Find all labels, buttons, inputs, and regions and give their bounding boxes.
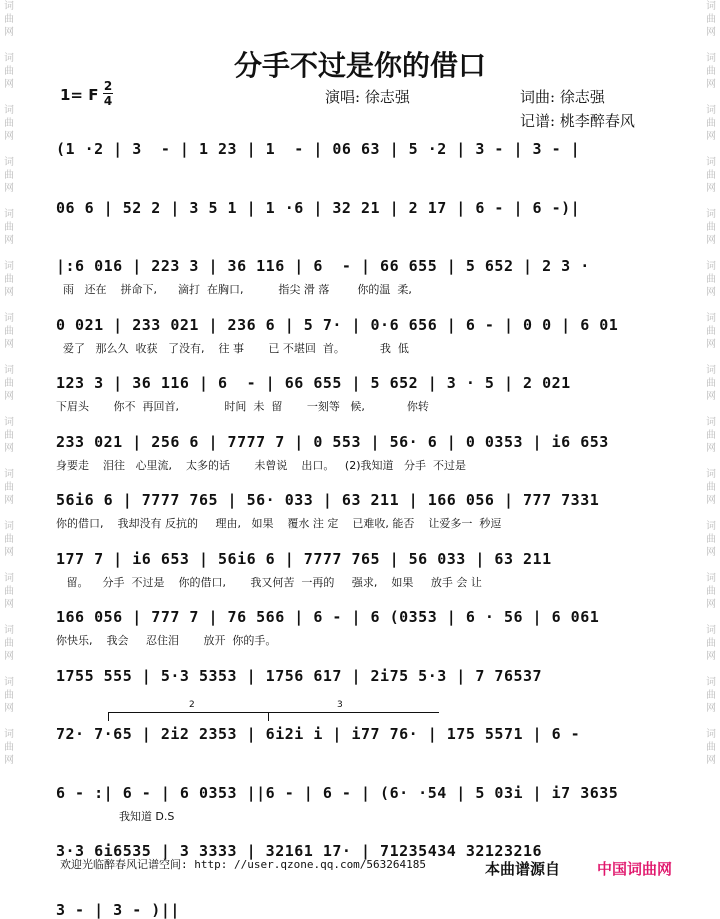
source-label: 本曲谱源自 xyxy=(485,860,561,878)
notation-line: 1755 555 | 5·3 5353 | 1756 617 | 2i75 5·3 | 7 76537 xyxy=(56,666,543,685)
time-signature xyxy=(103,80,113,107)
key-signature: 1= F xyxy=(60,86,99,104)
time-top: 2 xyxy=(103,79,113,93)
notation-line: 6 - :| 6 - | 6 0353 ||6 - | 6 - | (6· ·54 | 5 03i | i7 3635 xyxy=(56,783,619,802)
watermark-right: 词 曲 网 词 曲 网 词 曲 网 词 曲 网 词 曲 网 词 曲 网 词 曲 网 词 曲 网 词 曲 网 词 曲 网 词 曲 网 词 曲 网 词 曲 网 词 曲 网 词 曲 网 xyxy=(706,1,716,766)
lyric-line: 雨 还在 拼命下, 滴打 在胸口, 指尖 滑 落 你的温 柔, xyxy=(56,283,412,296)
notation-line: |:6 016 | 223 3 | 36 116 | 6 - | 66 655 | 5 652 | 2 3 · xyxy=(56,257,590,275)
lyric-line: 我知道 D.S xyxy=(56,809,175,823)
notation-line: 3 - | 3 - )|| xyxy=(56,900,180,919)
lyric-line: 下眉头 你不 再回首, 时间 未 留 一刻等 候, 你转 xyxy=(56,400,429,413)
notation-line: 56i6 6 | 7777 765 | 56· 033 | 63 211 | 166 056 | 777 7331 xyxy=(56,491,600,509)
notation-line: 123 3 | 36 116 | 6 - | 66 655 | 5 652 | 3 · 5 | 2 021 xyxy=(56,374,571,392)
notation-line: 233 021 | 256 6 | 7777 7 | 0 553 | 56· 6 | 0 0353 | i6 653 xyxy=(56,432,609,451)
song-title: 分手不过是你的借口 xyxy=(233,49,486,82)
notation-line: (1 ·2 | 3 - | 1 23 | 1 - | 06 63 | 5 ·2 | 3 - | 3 - | xyxy=(56,140,581,158)
notation-line: 166 056 | 777 7 | 76 566 | 6 - | 6 (0353 | 6 · 56 | 6 061 xyxy=(56,608,600,626)
lyric-line: 你快乐, 我会 忍住泪 放开 你的手。 xyxy=(56,634,277,647)
transcriber: 记谱: 桃李醉春风 xyxy=(520,112,635,130)
volta-3: 3 xyxy=(268,712,439,721)
watermark-left: 词 曲 网 词 曲 网 词 曲 网 词 曲 网 词 曲 网 词 曲 网 词 曲 网 词 曲 网 词 曲 网 词 曲 网 词 曲 网 词 曲 网 词 曲 网 词 曲 网 词 曲 网 xyxy=(4,1,14,766)
lyric-line: 身要走 泪往 心里流, 太多的话 未曾说 出口。 (2)我知道 分手 不过是 xyxy=(56,458,466,472)
lyric-line: 爱了 那么久 收获 了没有, 往 事 已 不堪回 首。 我 低 xyxy=(56,341,409,355)
site-name[interactable]: 中国词曲网 xyxy=(597,860,673,878)
notation-line: 72· 7·65 | 2i2 2353 | 6i2i i | i77 76· | 175 5571 | 6 - xyxy=(56,725,581,743)
singer: 演唱: 徐志强 xyxy=(325,88,410,106)
footer-url: 欢迎光临醉春风记谱空间: http: //user.qzone.qq.com/563264185 xyxy=(60,858,427,871)
notation-line: 06 6 | 52 2 | 3 5 1 | 1 ·6 | 32 21 | 2 17 | 6 - | 6 -)| xyxy=(56,198,581,217)
volta-2: 2 xyxy=(108,712,309,721)
composer: 词曲: 徐志强 xyxy=(520,88,605,106)
time-bottom: 4 xyxy=(103,94,113,108)
notation-line: 0 021 | 233 021 | 236 6 | 5 7· | 0·6 656 | 6 - | 0 0 | 6 01 xyxy=(56,315,619,334)
lyric-line: 你的借口, 我却没有 反抗的 理由, 如果 覆水 注 定 已难收, 能否 让爱多一 秒逗 xyxy=(56,517,502,530)
lyric-line: 留。 分手 不过是 你的借口, 我又何苦 一再的 强求, 如果 放手 会 让 xyxy=(56,575,482,589)
notation-line: 177 7 | i6 653 | 56i6 6 | 7777 765 | 56 033 | 63 211 xyxy=(56,549,552,568)
notation-line: 3·3 6i6535 | 3 3333 | 32161 17· | 71235434 32123216 xyxy=(56,842,543,860)
